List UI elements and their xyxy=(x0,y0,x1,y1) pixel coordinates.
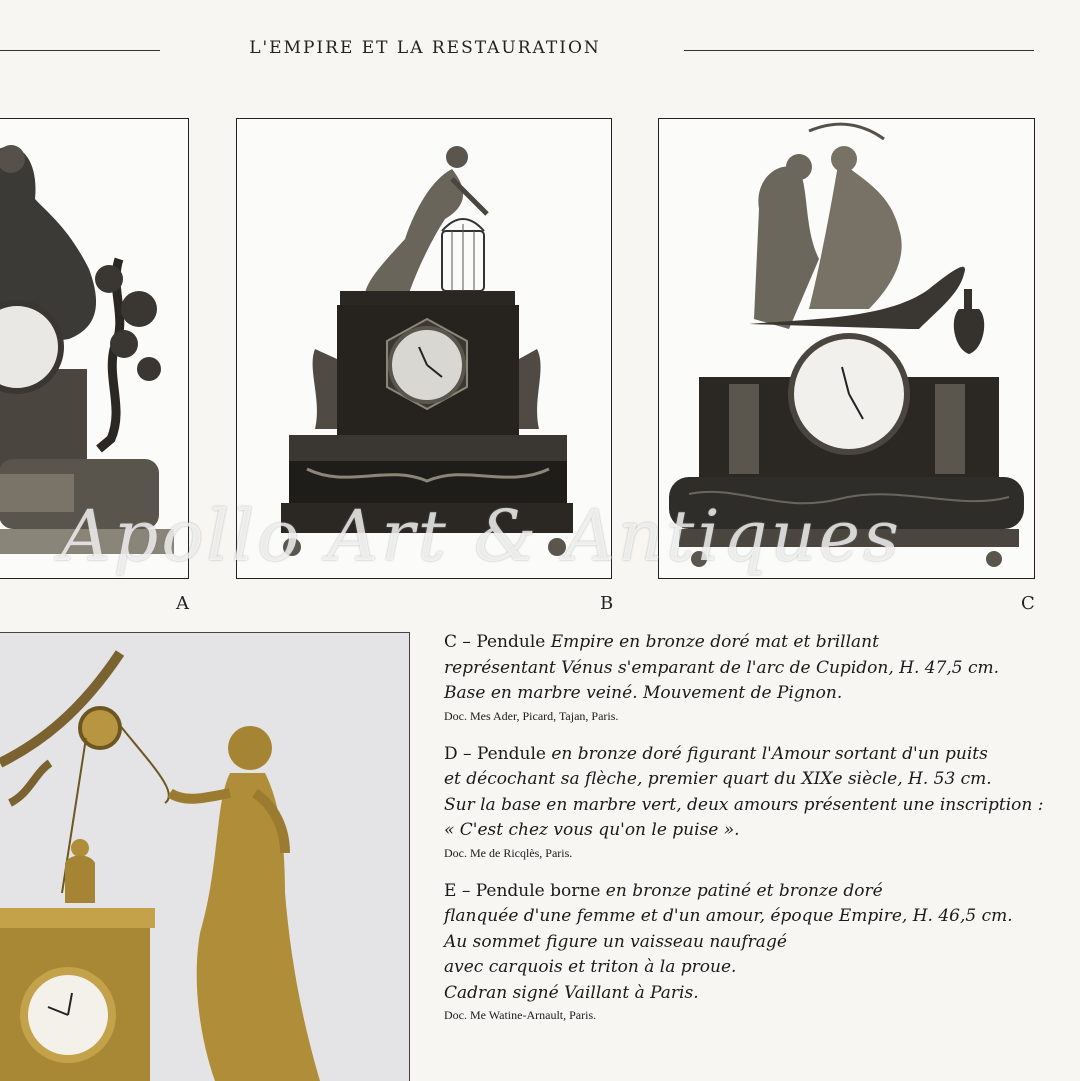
plate-letter-b: B xyxy=(600,593,614,614)
caption-d xyxy=(444,742,1064,861)
caption-d-line: en bronze doré figurant l'Amour sortant d'un puits xyxy=(545,743,988,764)
caption-e-label: E – Pendule borne xyxy=(444,880,601,901)
caption-c-line: représentant Vénus s'emparant de l'arc de Cupidon, H. 47,5 cm. xyxy=(444,657,1000,678)
clock-photo-a xyxy=(0,118,189,579)
plate-letter-a: A xyxy=(176,593,189,614)
caption-e-line: Cadran signé Vaillant à Paris. xyxy=(444,982,699,1003)
clock-photo-c xyxy=(658,118,1035,579)
caption-d-label: D – Pendule xyxy=(444,743,546,764)
page-header xyxy=(0,38,1080,68)
caption-c-line: Empire en bronze doré mat et brillant xyxy=(545,632,879,652)
caption-c-label: C – Pendule xyxy=(444,632,546,652)
captions xyxy=(444,630,1064,1041)
plate-letter-c: C xyxy=(1021,593,1035,614)
page-title: L'EMPIRE ET LA RESTAURATION xyxy=(249,38,601,58)
caption-d-line: Sur la base en marbre vert, deux amours présentent une inscription : xyxy=(444,794,1044,815)
clock-photo-b xyxy=(236,118,612,579)
caption-e xyxy=(444,879,1064,1024)
caption-e-line: avec carquois et triton à la proue. xyxy=(444,957,737,977)
caption-d-doc: Doc. Me de Ricqlès, Paris. xyxy=(444,845,573,860)
caption-d-line: « C'est chez vous qu'on le puise ». xyxy=(444,820,740,840)
caption-c-doc: Doc. Mes Ader, Picard, Tajan, Paris. xyxy=(444,708,619,723)
caption-e-line: en bronze patiné et bronze doré xyxy=(600,880,883,901)
caption-e-line: Au sommet figure un vaisseau naufragé xyxy=(444,931,787,952)
header-rule-left xyxy=(0,50,160,51)
clock-photo-d xyxy=(0,632,410,1081)
watermark-text: Apollo Art & Antiques xyxy=(60,495,903,577)
caption-d-line: et décochant sa flèche, premier quart du XIXe siècle, H. 53 cm. xyxy=(444,769,992,789)
caption-e-doc: Doc. Me Watine-Arnault, Paris. xyxy=(444,1008,597,1022)
caption-c xyxy=(444,630,1064,724)
caption-e-line: flanquée d'une femme et d'un amour, époque Empire, H. 46,5 cm. xyxy=(444,906,1013,926)
header-rule-right xyxy=(684,50,1034,51)
caption-c-line: Base en marbre veiné. Mouvement de Pignon. xyxy=(444,683,843,703)
